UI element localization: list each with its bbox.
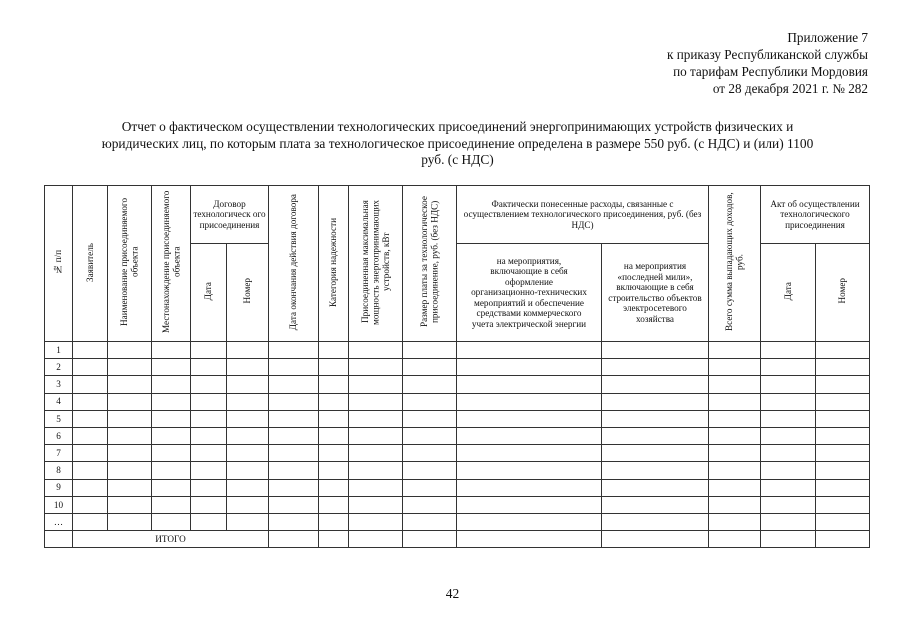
table-cell xyxy=(602,479,709,496)
table-cell xyxy=(816,376,870,393)
table-cell xyxy=(349,531,403,548)
table-row xyxy=(45,393,870,410)
table-cell xyxy=(319,531,349,548)
table-cell xyxy=(227,342,269,359)
table-cell xyxy=(457,513,602,530)
table-cell xyxy=(227,359,269,376)
table-cell xyxy=(152,445,191,462)
table-cell xyxy=(152,410,191,427)
title-line: руб. (с НДС) xyxy=(421,152,494,167)
table-cell xyxy=(403,342,457,359)
table-cell xyxy=(191,376,227,393)
table-cell xyxy=(709,531,761,548)
col-reliability-header: Категория надежности xyxy=(319,186,349,342)
table-cell xyxy=(349,427,403,444)
table-row xyxy=(45,513,870,530)
table-cell xyxy=(269,479,319,496)
row-number: 4 xyxy=(45,393,73,410)
table-cell xyxy=(403,496,457,513)
table-cell xyxy=(191,393,227,410)
table-cell xyxy=(457,445,602,462)
table-cell xyxy=(108,359,152,376)
table-cell xyxy=(319,342,349,359)
table-cell xyxy=(709,496,761,513)
table-cell xyxy=(108,513,152,530)
table-cell xyxy=(403,427,457,444)
table-cell xyxy=(152,393,191,410)
table-cell xyxy=(761,410,816,427)
table-cell xyxy=(816,496,870,513)
total-label: ИТОГО xyxy=(73,531,269,548)
table-row xyxy=(45,496,870,513)
table-cell xyxy=(152,513,191,530)
table-cell xyxy=(152,342,191,359)
table-cell xyxy=(349,393,403,410)
table-cell xyxy=(602,496,709,513)
row-number: 6 xyxy=(45,427,73,444)
group-costs-header: Фактически понесенные расходы, связанные с осуществлением технологического присоединения, руб. (без НДС) xyxy=(457,186,709,244)
table-cell xyxy=(709,393,761,410)
appendix-header xyxy=(667,29,868,97)
table-cell xyxy=(108,342,152,359)
table-cell xyxy=(108,445,152,462)
table-cell xyxy=(108,410,152,427)
table-cell xyxy=(191,445,227,462)
table-cell xyxy=(319,376,349,393)
table-cell xyxy=(403,393,457,410)
table-cell xyxy=(269,513,319,530)
table-cell xyxy=(152,376,191,393)
header-line: к приказу Республиканской службы xyxy=(666,47,868,62)
table-cell xyxy=(816,462,870,479)
table-cell xyxy=(403,531,457,548)
table-cell xyxy=(152,427,191,444)
table-cell xyxy=(457,479,602,496)
table-cell xyxy=(269,427,319,444)
table-cell xyxy=(403,376,457,393)
table-cell xyxy=(108,462,152,479)
table-cell xyxy=(349,479,403,496)
table-cell xyxy=(45,531,73,548)
table-cell xyxy=(73,359,108,376)
table-cell xyxy=(73,479,108,496)
table-cell xyxy=(457,531,602,548)
col-contract-date-header: Дата xyxy=(191,244,227,342)
col-power-header: Присоединенная максимальная мощность энергопринимающих устройств, кВт xyxy=(349,186,403,342)
table-cell xyxy=(349,410,403,427)
table-cell xyxy=(227,427,269,444)
table-cell xyxy=(816,410,870,427)
table-row xyxy=(45,445,870,462)
table-cell xyxy=(761,462,816,479)
col-object-name-header: Наименование присоединяемого объекта xyxy=(108,186,152,342)
table-cell xyxy=(191,513,227,530)
table-cell xyxy=(457,376,602,393)
table-cell xyxy=(191,410,227,427)
table-cell xyxy=(73,427,108,444)
table-cell xyxy=(403,513,457,530)
table-cell xyxy=(191,427,227,444)
table-cell xyxy=(73,393,108,410)
table-cell xyxy=(457,393,602,410)
table-cell xyxy=(269,376,319,393)
page-number: 42 xyxy=(445,586,460,601)
header-line: от 28 декабря 2021 г. № 282 xyxy=(712,81,868,96)
table-cell xyxy=(191,359,227,376)
table-cell xyxy=(227,376,269,393)
table-cell xyxy=(602,445,709,462)
row-number: 9 xyxy=(45,479,73,496)
table-cell xyxy=(403,445,457,462)
table-cell xyxy=(269,359,319,376)
table-cell xyxy=(152,462,191,479)
table-cell xyxy=(602,531,709,548)
report-table xyxy=(44,185,870,548)
table-cell xyxy=(269,496,319,513)
table-cell xyxy=(816,531,870,548)
table-cell xyxy=(269,342,319,359)
group-act-header: Акт об осуществлении технологического присоединения xyxy=(761,186,870,244)
table-cell xyxy=(761,513,816,530)
table-cell xyxy=(108,479,152,496)
table-cell xyxy=(816,479,870,496)
table-cell xyxy=(191,496,227,513)
table-cell xyxy=(403,479,457,496)
table-cell xyxy=(319,393,349,410)
table-cell xyxy=(602,462,709,479)
row-number: 7 xyxy=(45,445,73,462)
table-cell xyxy=(269,531,319,548)
document-title xyxy=(40,119,875,169)
table-header-row xyxy=(45,186,870,244)
table-cell xyxy=(457,427,602,444)
col-act-date-header: Дата xyxy=(761,244,816,342)
row-number: 1 xyxy=(45,342,73,359)
table-cell xyxy=(73,462,108,479)
table-cell xyxy=(761,496,816,513)
table-cell xyxy=(108,393,152,410)
table-cell xyxy=(108,496,152,513)
table-cell xyxy=(709,410,761,427)
table-row xyxy=(45,479,870,496)
table-cell xyxy=(349,376,403,393)
table-cell xyxy=(761,342,816,359)
table-cell xyxy=(73,445,108,462)
table-cell xyxy=(349,462,403,479)
table-cell xyxy=(816,513,870,530)
table-cell xyxy=(457,462,602,479)
table-cell xyxy=(816,445,870,462)
table-cell xyxy=(403,359,457,376)
table-cell xyxy=(227,410,269,427)
col-num-header: № п/п xyxy=(45,186,73,342)
table-cell xyxy=(709,376,761,393)
table-cell xyxy=(761,427,816,444)
table-row xyxy=(45,376,870,393)
col-object-location-header: Местонахождение присоединяемого объекта xyxy=(152,186,191,342)
table-cell xyxy=(73,496,108,513)
table-row xyxy=(45,342,870,359)
table-cell xyxy=(227,496,269,513)
table-cell xyxy=(602,427,709,444)
table-cell xyxy=(761,531,816,548)
table-cell xyxy=(761,376,816,393)
table-cell xyxy=(709,342,761,359)
table-cell xyxy=(457,410,602,427)
table-cell xyxy=(269,462,319,479)
table-cell xyxy=(227,445,269,462)
table-cell xyxy=(602,376,709,393)
total-row xyxy=(45,531,870,548)
header-line: Приложение 7 xyxy=(787,30,868,45)
table-cell xyxy=(349,342,403,359)
row-number: 8 xyxy=(45,462,73,479)
table-cell xyxy=(709,462,761,479)
table-cell xyxy=(152,496,191,513)
title-line: Отчет о фактическом осуществлении технологических присоединений энергопринимающих устройств физических и xyxy=(121,119,794,134)
table-cell xyxy=(602,359,709,376)
col-contract-number-header: Номер xyxy=(227,244,269,342)
table-cell xyxy=(709,359,761,376)
title-line: юридических лиц, по которым плата за технологическое присоединение определена в размере 550 руб. (с НДС) и (или) 1100 xyxy=(101,135,814,151)
table-cell xyxy=(349,359,403,376)
table-cell xyxy=(227,479,269,496)
col-lost-income-header: Всего сумма выпадающих доходов, руб. xyxy=(709,186,761,342)
col-applicant-header: Заявитель xyxy=(73,186,108,342)
table-cell xyxy=(403,410,457,427)
table-cell xyxy=(227,393,269,410)
row-number: 5 xyxy=(45,410,73,427)
table-cell xyxy=(269,445,319,462)
table-cell xyxy=(816,393,870,410)
group-contract-header: Договор технологическ ого присоединения xyxy=(191,186,269,244)
table-cell xyxy=(269,410,319,427)
table-cell xyxy=(816,359,870,376)
table-cell xyxy=(349,445,403,462)
table-cell xyxy=(191,479,227,496)
col-costs-org-header: на мероприятия, включающие в себя оформление организационно-технических мероприятий и обеспечение средствами коммерческого учета электрической энергии xyxy=(457,244,602,342)
row-number: 2 xyxy=(45,359,73,376)
table-cell xyxy=(403,462,457,479)
table-cell xyxy=(816,427,870,444)
table-cell xyxy=(709,445,761,462)
table-cell xyxy=(457,496,602,513)
table-cell xyxy=(602,410,709,427)
table-cell xyxy=(73,513,108,530)
table-cell xyxy=(457,342,602,359)
table-cell xyxy=(349,513,403,530)
table-cell xyxy=(152,359,191,376)
table-cell xyxy=(319,513,349,530)
table-cell xyxy=(761,359,816,376)
col-costs-lastmile-header: на мероприятия «последней мили», включающие в себя строительство объектов электросетевого хозяйства xyxy=(602,244,709,342)
table-cell xyxy=(709,479,761,496)
table-cell xyxy=(602,513,709,530)
table-cell xyxy=(319,479,349,496)
table-cell xyxy=(73,376,108,393)
table-cell xyxy=(709,427,761,444)
table-cell xyxy=(602,342,709,359)
table-cell xyxy=(319,496,349,513)
header-line: по тарифам Республики Мордовия xyxy=(673,64,868,79)
table-cell xyxy=(319,427,349,444)
table-cell xyxy=(108,427,152,444)
table-cell xyxy=(761,393,816,410)
table-row xyxy=(45,427,870,444)
table-cell xyxy=(191,342,227,359)
table-cell xyxy=(227,462,269,479)
table-cell xyxy=(269,393,319,410)
row-number: … xyxy=(45,513,73,530)
table-row xyxy=(45,410,870,427)
table-cell xyxy=(191,462,227,479)
table-cell xyxy=(319,445,349,462)
col-contract-end-header: Дата окончания действия договора xyxy=(269,186,319,342)
table-cell xyxy=(319,359,349,376)
table-row xyxy=(45,359,870,376)
col-act-number-header: Номер xyxy=(816,244,870,342)
table-cell xyxy=(319,410,349,427)
table-cell xyxy=(457,359,602,376)
table-cell xyxy=(761,479,816,496)
table-cell xyxy=(108,376,152,393)
table-cell xyxy=(761,445,816,462)
table-cell xyxy=(73,342,108,359)
table-row xyxy=(45,462,870,479)
table-cell xyxy=(709,513,761,530)
table-cell xyxy=(319,462,349,479)
table-cell xyxy=(602,393,709,410)
col-fee-header: Размер платы за технологическое присоединение, руб. (без НДС) xyxy=(403,186,457,342)
table-cell xyxy=(349,496,403,513)
table-cell xyxy=(152,479,191,496)
row-number: 3 xyxy=(45,376,73,393)
row-number: 10 xyxy=(45,496,73,513)
table-cell xyxy=(227,513,269,530)
table-cell xyxy=(816,342,870,359)
table-cell xyxy=(73,410,108,427)
